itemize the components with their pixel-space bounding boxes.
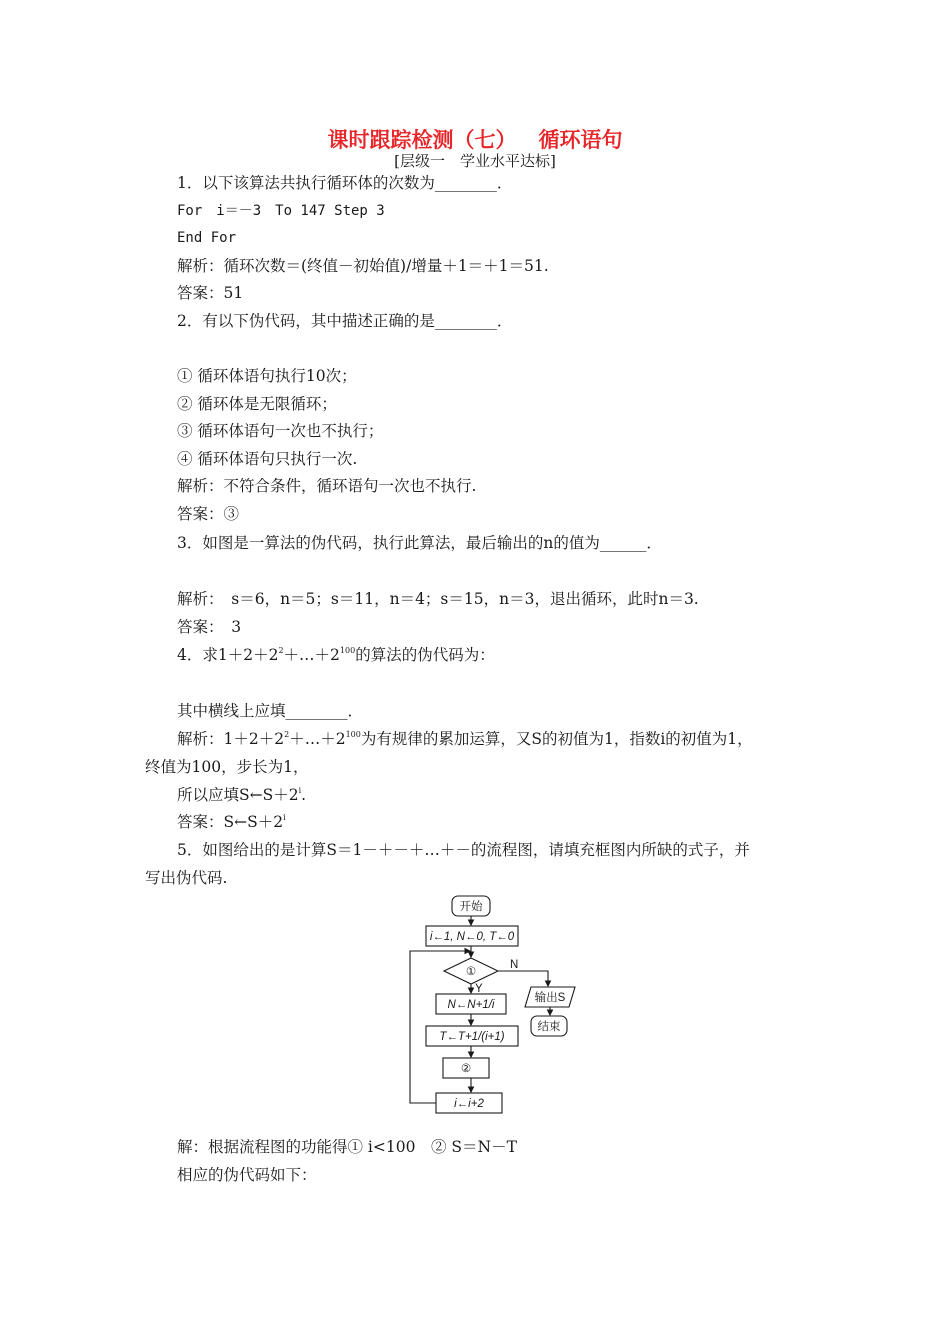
q4-fill-part: 所以应填S←S＋2 xyxy=(177,786,299,804)
flow-start-label: 开始 xyxy=(459,901,483,913)
q4-stem-part: 4．求1＋2＋2 xyxy=(177,646,279,664)
q1-code-line2: End For xyxy=(177,230,237,246)
q3-answer: 答案： 3 xyxy=(177,618,242,636)
q3-stem: 3．如图是一算法的伪代码，执行此算法，最后输出的n的值为______． xyxy=(177,534,662,552)
q4-fill-exponent: i xyxy=(298,786,302,795)
flow-decision-label: ① xyxy=(465,966,477,978)
q4-stem-part: ＋…＋2 xyxy=(283,646,340,664)
q1-analysis: 解析：循环次数＝(终值－初始值)/增量＋1＝＋1＝51. xyxy=(177,257,549,275)
q4-stem-part: 的算法的伪代码为： xyxy=(355,646,495,664)
flow-output-label: 输出S xyxy=(534,992,566,1004)
flow-yes-label: Y xyxy=(475,983,483,995)
flow-step3-label: ② xyxy=(460,1063,472,1075)
q5-code-intro: 相应的伪代码如下： xyxy=(177,1166,317,1184)
q2-analysis: 解析：不符合条件，循环语句一次也不执行. xyxy=(177,477,477,495)
flow-step2-label: T←T+1/(i+1) xyxy=(439,1031,505,1043)
q4-analysis-line1 xyxy=(177,729,753,749)
q4-analysis-exponent: 2 xyxy=(284,730,290,739)
q2-option-4: ④ 循环体语句只执行一次. xyxy=(177,450,358,468)
flow-step4-label: i←i+2 xyxy=(454,1098,484,1110)
flow-step1-label: N←N+1/i xyxy=(447,999,495,1011)
q1-stem: 1．以下该算法共执行循环体的次数为________． xyxy=(177,174,513,192)
q4-answer-exponent: i xyxy=(283,813,286,822)
subtitle: [层级一 学业水平达标] xyxy=(394,152,556,170)
q4-stem-exponent: 2 xyxy=(278,646,284,655)
q5-stem-line2: 写出伪代码. xyxy=(145,869,228,887)
flow-no-label: N xyxy=(510,959,519,971)
q4-analysis-exponent: 100 xyxy=(345,730,361,739)
q4-analysis-line2: 终值为100，步长为1， xyxy=(145,758,309,776)
q2-stem: 2．有以下伪代码，其中描述正确的是________． xyxy=(177,312,513,330)
q4-stem-exponent: 100 xyxy=(339,646,356,655)
q2-option-1: ① 循环体语句执行10次； xyxy=(177,367,357,385)
flow-init-label: i←1, N←0, T←0 xyxy=(429,931,515,943)
q4-fill-part: . xyxy=(301,786,307,804)
q4-blank-prompt: 其中横线上应填________． xyxy=(177,702,364,720)
q4-analysis-part: ＋…＋2 xyxy=(289,730,346,748)
title-main: 课时跟踪检测（七） xyxy=(327,127,517,152)
q2-option-2: ② 循环体是无限循环； xyxy=(177,395,337,413)
q4-fill xyxy=(177,785,306,805)
flow-loop-back xyxy=(410,951,470,1103)
q4-answer-part: 答案：S←S＋2 xyxy=(177,813,284,831)
flow-no-branch xyxy=(498,971,548,986)
q1-answer: 答案：51 xyxy=(177,284,244,302)
q4-analysis-part: 为有规律的累加运算，又S的初值为1，指数i的初值为1， xyxy=(360,730,753,748)
q5-stem-line1: 5．如图给出的是计算S＝1－＋－＋…＋－的流程图，请填充框图内所缺的式子，并 xyxy=(177,841,750,859)
q5-solution: 解：根据流程图的功能得① i<100 ② S＝N－T xyxy=(177,1138,517,1156)
flow-end-label: 结束 xyxy=(537,1021,561,1033)
q2-option-3: ③ 循环体语句一次也不执行； xyxy=(177,422,384,440)
q4-stem xyxy=(177,645,495,665)
q3-analysis: 解析： s＝6，n＝5；s＝11，n＝4；s＝15，n＝3，退出循环，此时n＝3. xyxy=(177,590,699,608)
q2-answer: 答案：③ xyxy=(177,505,240,523)
q4-answer xyxy=(177,812,286,832)
q4-analysis-part: 解析：1＋2＋2 xyxy=(177,730,285,748)
q1-code-line1: For i＝－3 To 147 Step 3 xyxy=(177,203,385,219)
title-topic: 循环语句 xyxy=(538,127,623,152)
flowchart xyxy=(400,888,590,1128)
